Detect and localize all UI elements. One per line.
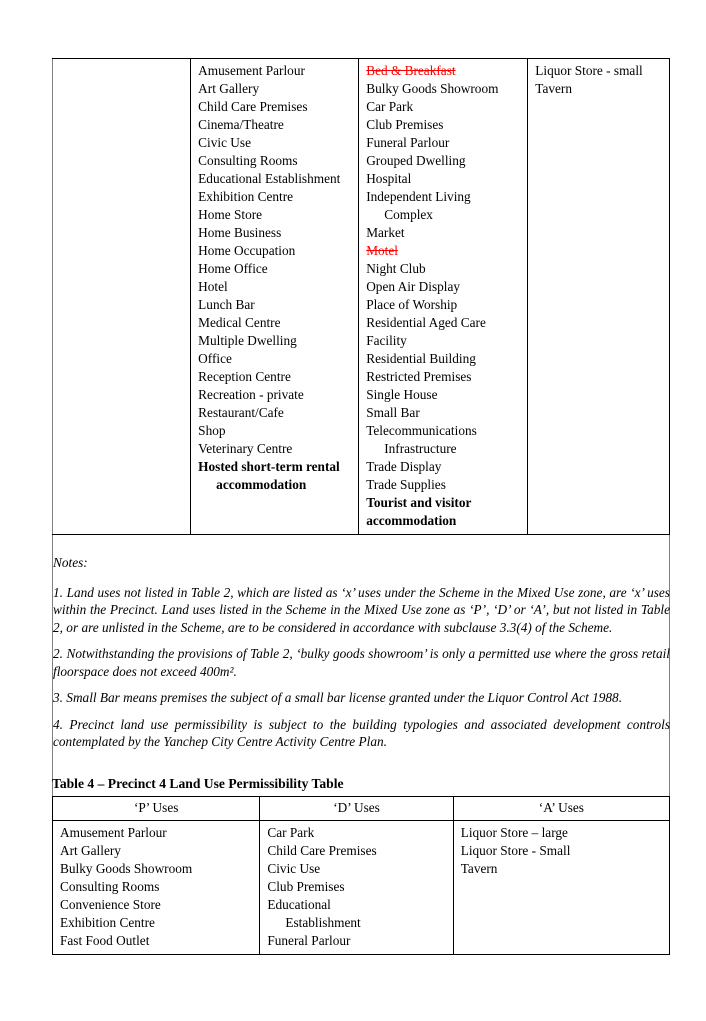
land-use-item: Veterinary Centre [198, 441, 293, 456]
land-use-item: Small Bar [366, 405, 420, 420]
table4-d-uses-list [260, 824, 452, 950]
land-use-item: Infrastructure [384, 441, 457, 456]
land-use-item: Amusement Parlour [198, 63, 305, 78]
table2-column-d-uses [359, 59, 528, 535]
document-content [52, 58, 670, 955]
land-use-item: Club Premises [366, 117, 444, 132]
table-4-header-row [53, 796, 670, 820]
land-use-item: Independent Living [366, 189, 471, 204]
table2-a-uses-list [528, 62, 669, 98]
land-use-item: Home Store [198, 207, 263, 222]
land-use-item: Recreation - private [198, 387, 304, 402]
table4-p-uses-list [53, 824, 259, 950]
land-use-item: Home Occupation [198, 243, 296, 258]
table2-column-a-uses [528, 59, 670, 535]
land-use-item: Restaurant/Cafe [198, 405, 284, 420]
land-use-item: accommodation [216, 477, 307, 492]
land-use-item: Hospital [366, 171, 412, 186]
land-use-item: Child Care Premises [198, 99, 308, 114]
note-paragraph: 2. Notwithstanding the provisions of Table 2, ‘bulky goods showroom’ is only a permitted use where the gross retail floorspace does not exceed 400m². [53, 646, 670, 679]
land-use-item: Restricted Premises [366, 369, 472, 384]
note-paragraph: 3. Small Bar means premises the subject of a small bar license granted under the Liquor Control Act 1988. [53, 690, 623, 705]
land-use-item: Liquor Store - Small [460, 842, 571, 858]
notes-list [53, 584, 670, 751]
land-use-item: Grouped Dwelling [366, 153, 466, 168]
land-use-item: Convenience Store [60, 896, 161, 912]
land-use-item: Bed & Breakfast [366, 63, 456, 78]
land-use-item: Single House [366, 387, 438, 402]
land-use-item: Reception Centre [198, 369, 291, 384]
land-use-item: Exhibition Centre [198, 189, 294, 204]
table4-header-p-uses: ‘P’ Uses [53, 796, 260, 820]
land-use-item: Hotel [198, 279, 228, 294]
land-use-item: Tavern [460, 860, 498, 876]
land-use-item: Civic Use [198, 135, 251, 150]
table4-header-a-uses: ‘A’ Uses [453, 796, 669, 820]
table4-column-a-uses [453, 820, 669, 954]
land-use-item: Medical Centre [198, 315, 281, 330]
table4-column-p-uses [53, 820, 260, 954]
table2-column-p-uses [191, 59, 359, 535]
land-use-item: Tavern [535, 81, 572, 96]
land-use-item: Civic Use [267, 860, 321, 876]
land-use-item: Funeral Parlour [366, 135, 450, 150]
land-use-item: Home Office [198, 261, 268, 276]
table2-p-uses-list [191, 62, 358, 494]
land-use-item: Hosted short-term rental [198, 459, 340, 474]
land-use-item: Multiple Dwelling [198, 333, 297, 348]
land-use-item: Place of Worship [366, 297, 458, 312]
land-use-item: Cinema/Theatre [198, 117, 284, 132]
table-4-caption: Table 4 – Precinct 4 Land Use Permissibility Table [52, 775, 344, 791]
note-paragraph: 1. Land uses not listed in Table 2, which are listed as ‘x’ uses under the Scheme in the Mixed Use zone, are ‘x’ uses within the Precinct. Land uses listed in the Scheme in the Mixed Use zone as ‘P’, ‘D’ or ‘A’, but not listed in Table 2, or are unlisted in the Scheme, are to be considered in accordance with subclause 3.3(4) of the Scheme. [53, 584, 670, 635]
table2-d-uses-list [359, 62, 527, 530]
land-use-item: Residential Building [366, 351, 476, 366]
land-use-item: Educational Establishment [198, 171, 341, 186]
table4-header-d-uses: ‘D’ Uses [260, 796, 453, 820]
land-use-item: Bulky Goods Showroom [60, 860, 193, 876]
land-use-item: Night Club [366, 261, 426, 276]
land-use-item: Telecommunications [366, 423, 477, 438]
table-4 [52, 796, 670, 955]
table4-column-d-uses [260, 820, 453, 954]
land-use-item: Art Gallery [198, 81, 260, 96]
land-use-item: Amusement Parlour [60, 824, 167, 840]
land-use-item: Complex [384, 207, 433, 222]
land-use-item: Car Park [267, 824, 315, 840]
land-use-item: Consulting Rooms [60, 878, 160, 894]
table-2-continued [52, 58, 670, 535]
table4-a-uses-list [454, 824, 669, 878]
land-use-item: Club Premises [267, 878, 345, 894]
table-row [52, 59, 670, 535]
land-use-item: Motel [366, 243, 398, 258]
land-use-item: Consulting Rooms [198, 153, 298, 168]
land-use-item: Art Gallery [60, 842, 121, 858]
notes-heading: Notes: [53, 555, 88, 570]
land-use-item: Fast Food Outlet [60, 932, 150, 948]
notes-section [52, 554, 670, 751]
land-use-item: Open Air Display [366, 279, 461, 294]
land-use-item: Liquor Store - small [535, 63, 643, 78]
land-use-item: Home Business [198, 225, 282, 240]
land-use-item: Shop [198, 423, 226, 438]
table2-empty-column [52, 59, 191, 535]
land-use-item: Market [366, 225, 405, 240]
land-use-item: Educational [267, 896, 331, 912]
land-use-item: Facility [366, 333, 407, 348]
land-use-item: Child Care Premises [267, 842, 377, 858]
note-paragraph: 4. Precinct land use permissibility is subject to the building typologies and associated development controls contemplated by the Yanchep City Centre Activity Centre Plan. [53, 716, 670, 749]
land-use-item: Exhibition Centre [60, 914, 155, 930]
land-use-item: Car Park [366, 99, 414, 114]
land-use-item: Office [198, 351, 232, 366]
land-use-item: Bulky Goods Showroom [366, 81, 499, 96]
land-use-item: Trade Display [366, 459, 442, 474]
land-use-item: Liquor Store – large [460, 824, 568, 840]
land-use-item: Funeral Parlour [267, 932, 351, 948]
land-use-item: Trade Supplies [366, 477, 446, 492]
land-use-item: accommodation [366, 513, 457, 528]
land-use-item: Residential Aged Care [366, 315, 486, 330]
land-use-item: Lunch Bar [198, 297, 255, 312]
land-use-item: Tourist and visitor [366, 495, 472, 510]
table-row [53, 820, 670, 954]
land-use-item: Establishment [285, 914, 361, 930]
